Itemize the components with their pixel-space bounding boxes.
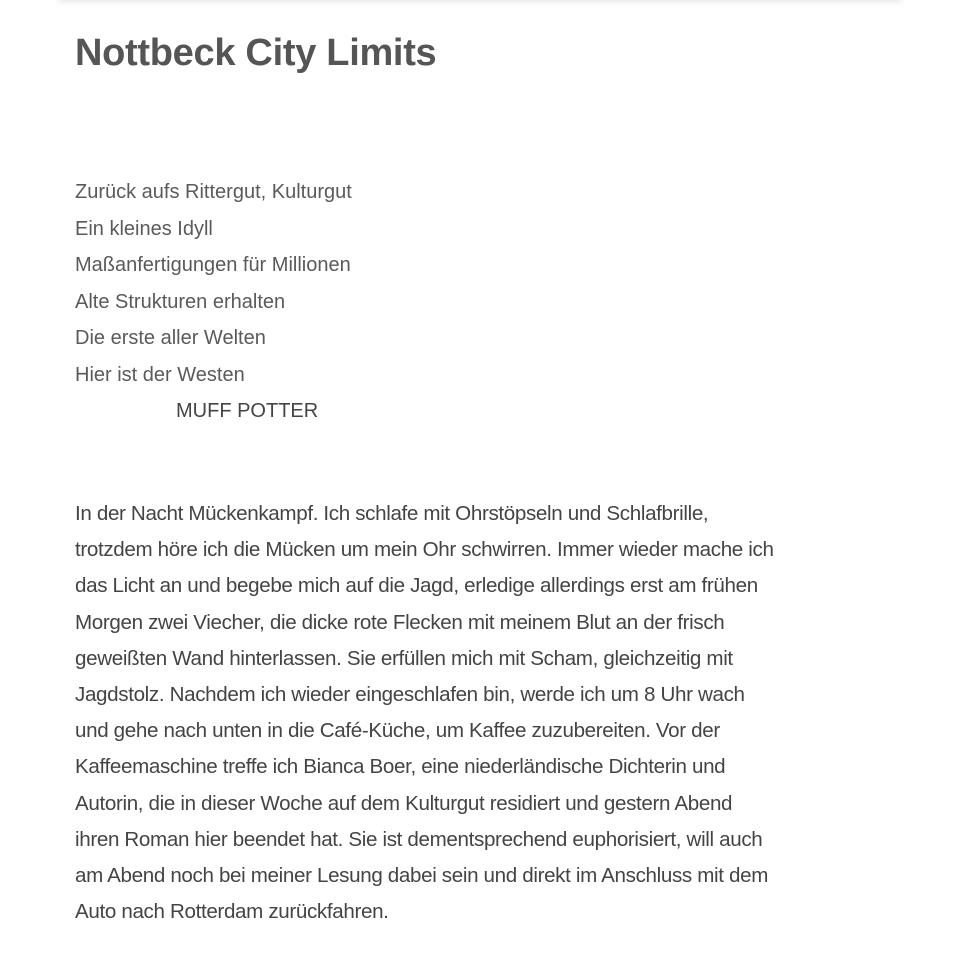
paragraph-line: Kaffeemaschine treffe ich Bianca Boer, eine niederländische Dichterin und (75, 755, 726, 779)
paragraph-line: Jagdstolz. Nachdem ich wieder eingeschlafen bin, werde ich um 8 Uhr wach (75, 683, 745, 707)
paragraph-line: ihren Roman hier beendet hat. Sie ist dementsprechend euphorisiert, will auch (75, 827, 763, 851)
paragraph-line: am Abend noch bei meiner Lesung dabei sein und direkt im Anschluss mit dem (75, 864, 769, 888)
poem-author: MUFF POTTER (176, 400, 319, 422)
page-title: Nottbeck City Limits (75, 32, 437, 74)
body-paragraph (75, 496, 895, 930)
paragraph-line: das Licht an und begebe mich auf die Jagd, erledige allerdings erst am frühen (75, 574, 758, 598)
paragraph-line: geweißten Wand hinterlassen. Sie erfüllen mich mit Scham, gleichzeitig mit (75, 646, 733, 670)
paragraph-line: In der Nacht Mückenkampf. Ich schlafe mit Ohrstöpseln und Schlafbrille, (75, 502, 709, 525)
paragraph-line: Autorin, die in dieser Woche auf dem Kulturgut residiert und gestern Abend (75, 791, 733, 815)
poem-line: Maßanfertigungen für Millionen (75, 254, 351, 276)
poem-line: Die erste aller Welten (75, 327, 266, 349)
poem-line: Alte Strukturen erhalten (75, 290, 286, 313)
poem-line: Hier ist der Westen (75, 363, 245, 386)
poem-line: Zurück aufs Rittergut, Kulturgut (75, 181, 352, 203)
poem-line: Ein kleines Idyll (75, 217, 213, 240)
paragraph-line: Auto nach Rotterdam zurückfahren. (75, 900, 389, 924)
poem-epigraph (75, 174, 352, 430)
paragraph-line: trotzdem höre ich die Mücken um mein Ohr schwirren. Immer wieder mache ich (75, 538, 774, 562)
paragraph-line: und gehe nach unten in die Café-Küche, um Kaffee zuzubereiten. Vor der (75, 719, 720, 743)
paragraph-line: Morgen zwei Viecher, die dicke rote Flecken mit meinem Blut an der frisch (75, 610, 725, 634)
